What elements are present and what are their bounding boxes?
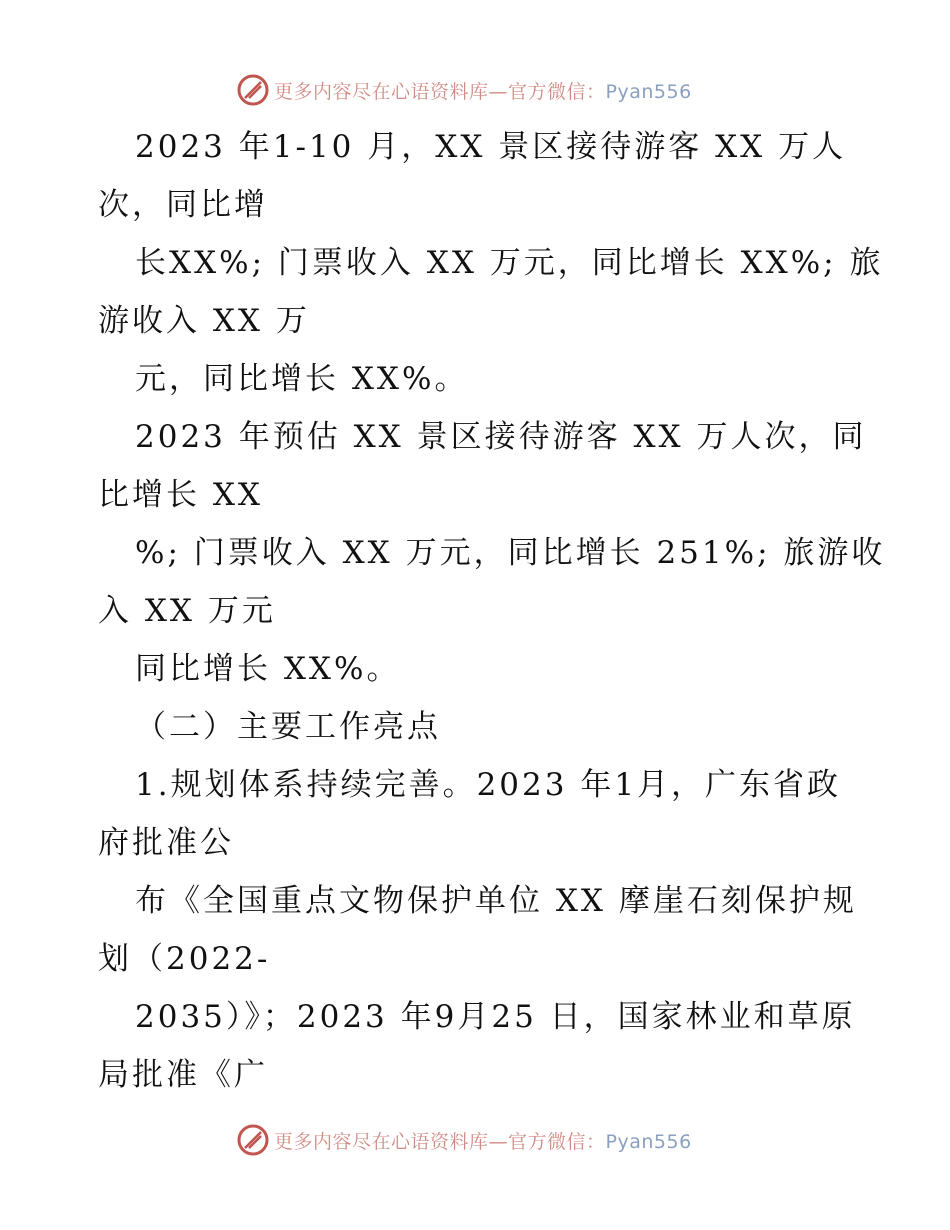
watermark-banner-top	[236, 72, 692, 108]
text-line: 1.规划体系持续完善。2023 年1月，广东省政	[135, 767, 842, 803]
text-line: 2035）》；2023 年9月25 日，国家林业和草原	[135, 999, 856, 1035]
text-line: 入 XX 万元	[98, 593, 276, 629]
watermark-account: Pyan556	[605, 80, 692, 103]
watermark-text: 更多内容尽在心语资料库—官方微信：Pyan556	[274, 1130, 692, 1153]
text-line: 2023 年1-10 月，XX 景区接待游客 XX 万人	[135, 129, 847, 165]
watermark-banner-bottom	[236, 1122, 692, 1158]
section-heading: （二）主要工作亮点	[135, 709, 441, 745]
text-line: 2023 年预估 XX 景区接待游客 XX 万人次，同	[135, 419, 867, 455]
watermark-text: 更多内容尽在心语资料库—官方微信：Pyan556	[274, 80, 692, 103]
text-line: 元，同比增长 XX%。	[135, 361, 469, 397]
text-line: 府批准公	[98, 825, 234, 861]
text-line: 次，同比增	[98, 187, 268, 223]
text-line: 同比增长 XX%。	[135, 651, 401, 687]
text-line: %; 门票收入 XX 万元，同比增长 251%; 旅游收	[135, 535, 886, 571]
watermark-account: Pyan556	[605, 1130, 692, 1153]
text-line: 局批准《广	[98, 1057, 268, 1093]
text-line: 布《全国重点文物保护单位 XX 摩崖石刻保护规	[135, 883, 857, 919]
quill-logo-icon	[236, 73, 270, 107]
text-line: 划（2022-	[98, 941, 271, 977]
text-line: 比增长 XX	[98, 477, 263, 513]
text-line: 游收入 XX 万	[98, 303, 310, 339]
quill-logo-icon	[236, 1123, 270, 1157]
text-line: 长XX%; 门票收入 XX 万元，同比增长 XX%; 旅	[135, 245, 884, 281]
